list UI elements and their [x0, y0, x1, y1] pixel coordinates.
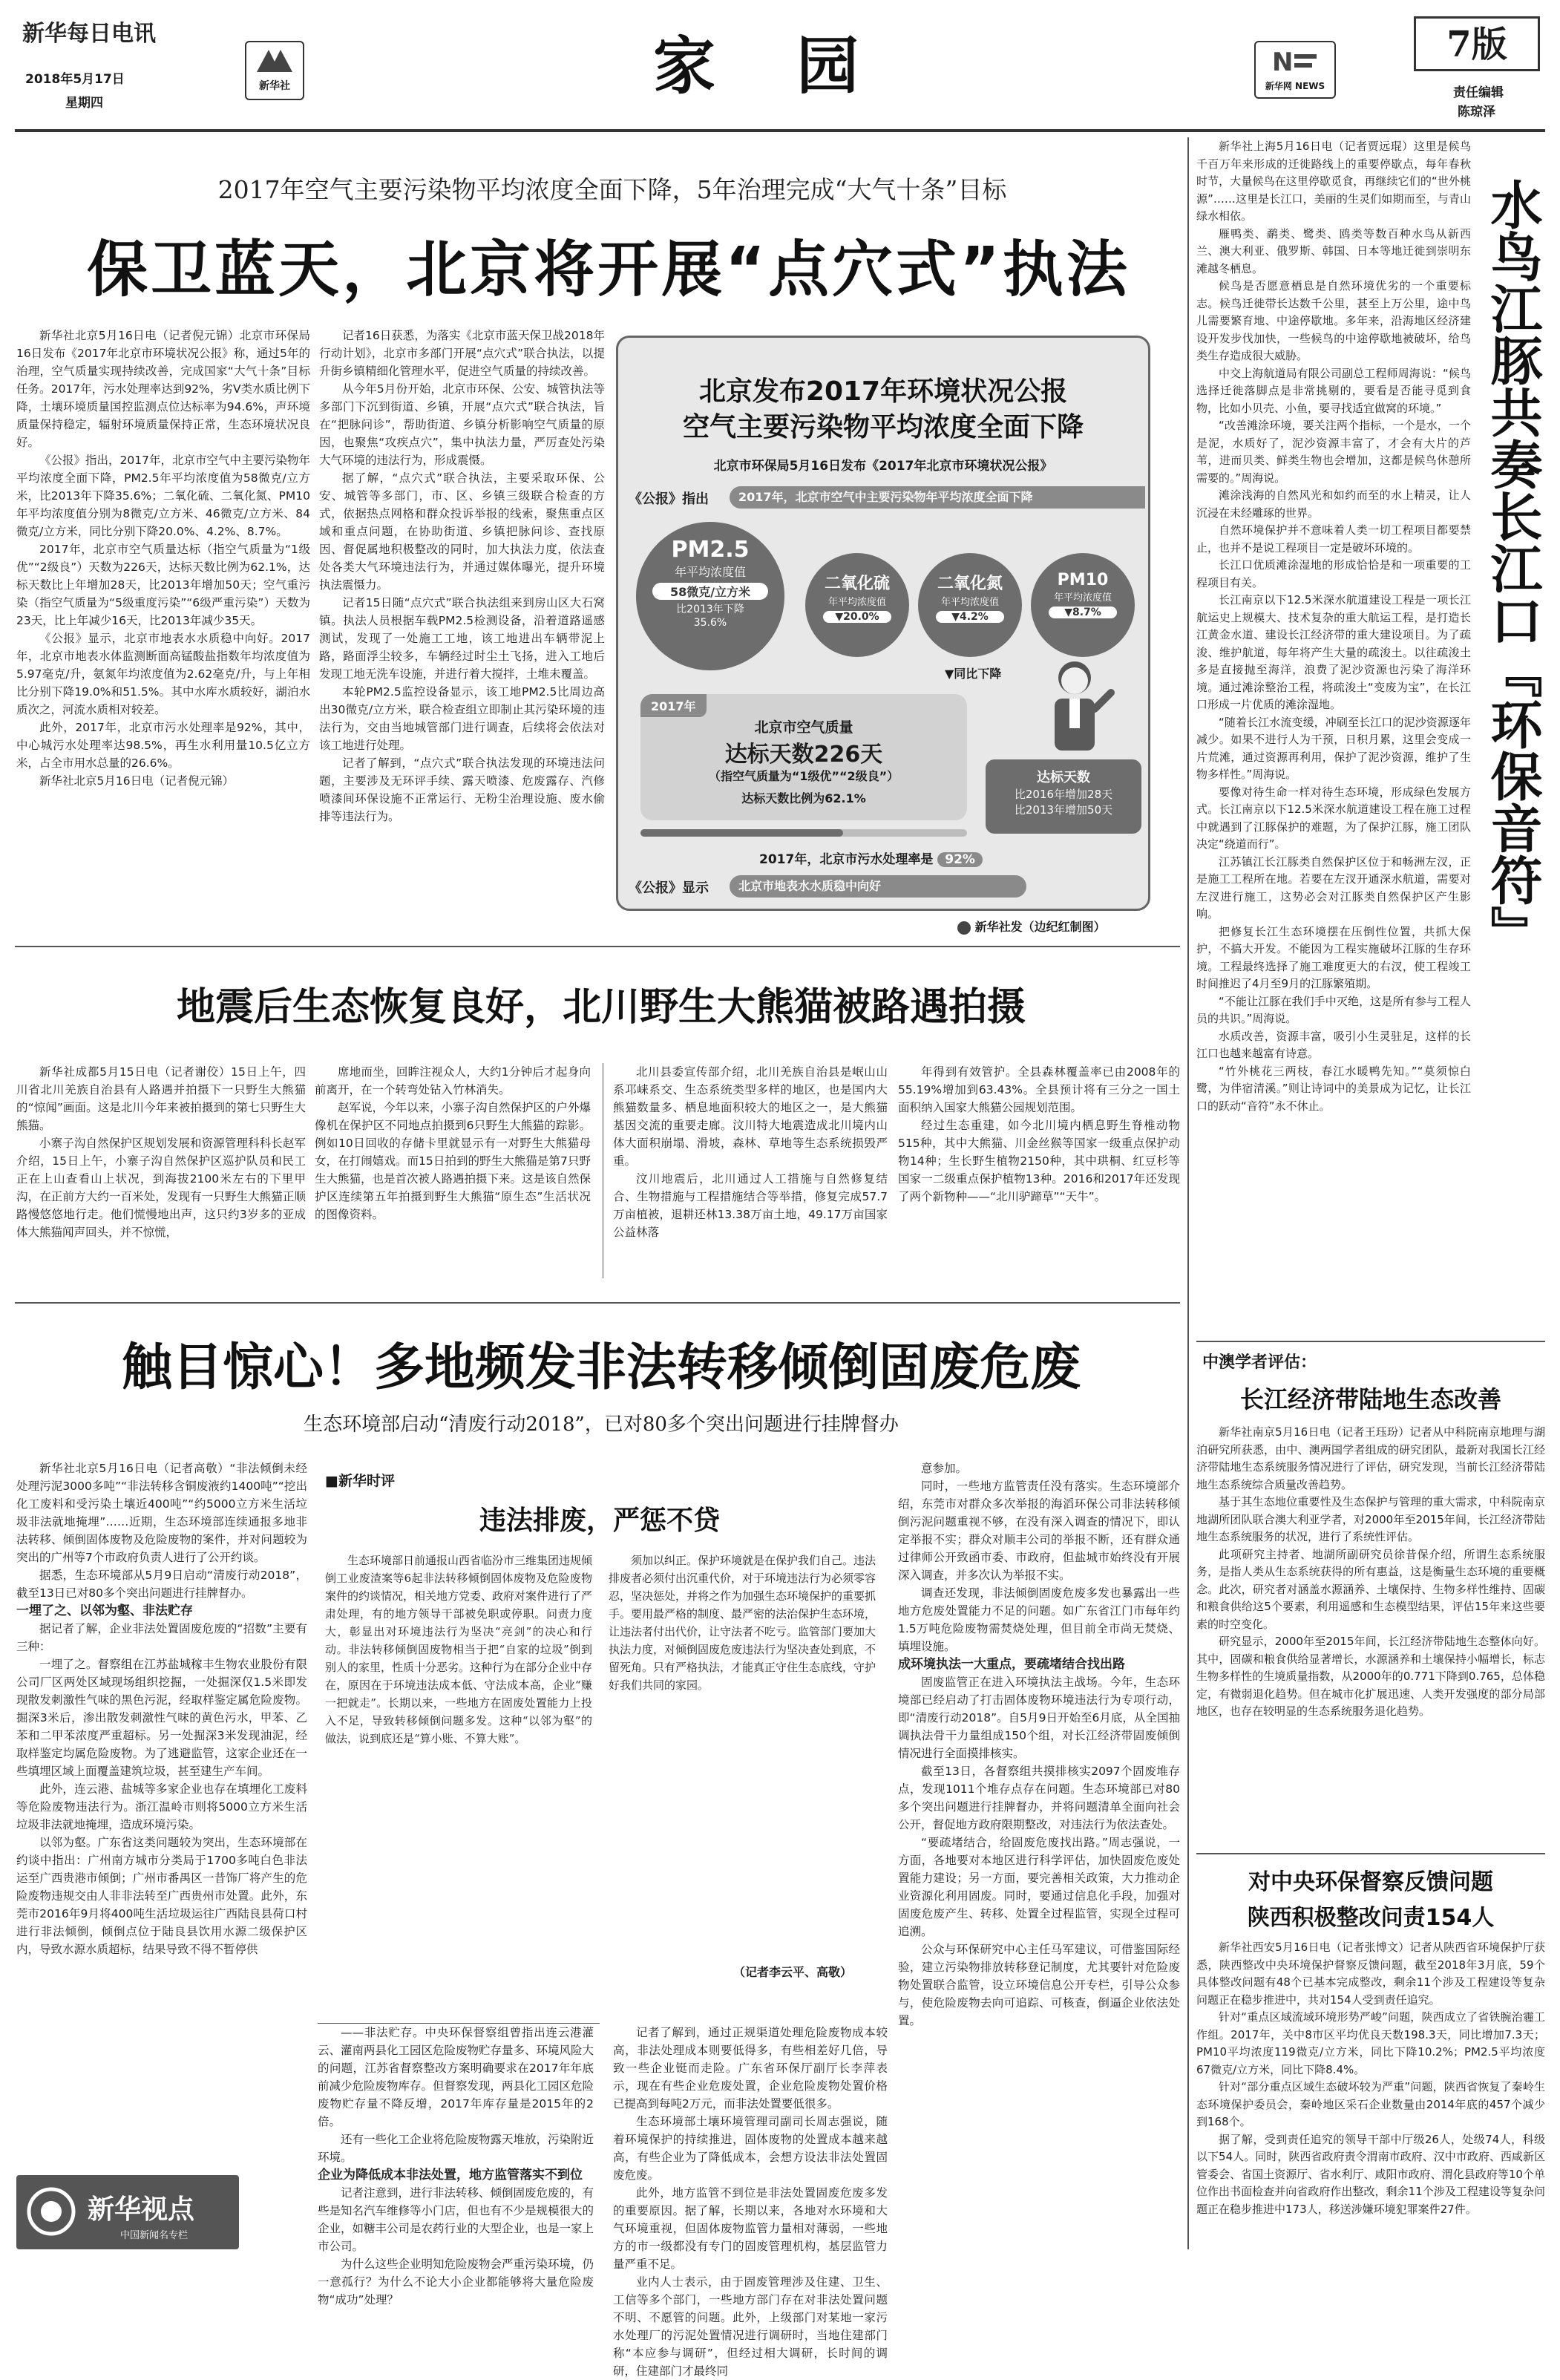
sidebar1-p: 候鸟是否愿意栖息是自然环境优劣的一个重要标志。候鸟迁徙带长达数千公里，甚至上万公里，途中鸟儿需要繁育地、中途停歇地。多年来，沿海地区经济建设开发步伐加快，一些候鸟的中途停歇地被破坏，给鸟类生存造成很大威胁。 — [1196, 279, 1471, 362]
sidebar2-p: 基于其生态地位重要性及生态保护与管理的重大需求，中科院南京地湖所团队联合澳大利亚学者，对2000年至2015年间，长江经济带陆地生态系统服务的状况，进行了系统性评估。 — [1196, 1495, 1545, 1543]
story1-p: 从今年5月份开始，北京市环保、公安、城管执法等多部门下沉到街道、乡镇，开展“点穴式”联合执法，旨在“把脉问诊”，帮助街道、乡镇分析影响空气质量的原因，也聚焦“攻疾点穴”，集中执法力量，严厉查处污染大气环境的违法行为，形成震慑。 — [319, 382, 605, 467]
commentary-col1: 生态环境部日前通报山西省临汾市三维集团违规倾倒工业废渣案等6起非法转移倾倒固体废物及危险废物案件的约谈情况，相关地方党委、政府对案件进行了严肃处理，有的地方领导干部被免职或停职。问责力度大，彰显出对环境违法行为坚决“亮剑”的决心和行动。非法转移倾倒固废物相当于把“自家的垃圾”倒到别人的家里，性质十分恶劣。这种行为在部分企业中存在，原因在于环境违法成本低、守法成本高，企业“赚一把就走”。长期以来，一些地方在固废处置能力上投入不足，导致转移倾倒问题多发。这种“以邻为壑”的做法，说到底还是“算小账、不算大账”。 — [325, 1554, 593, 1745]
infographic-bar1 — [618, 485, 1148, 510]
story1-p: 据了解，“点穴式”联合执法，主要采取环保、公安、城管等多部门，市、区、乡镇三级联合检查的方式，依据热点网格和群众投诉举报的线索，聚焦重点区域和重点问题，在协助街道、乡镇把脉问诊、查找原因、督促属地积极整改的同时，加大执法力度，依法查处各类大气环境违法行为，并通过媒体曝光，提升环境执法震慑力。 — [319, 471, 605, 592]
sidebar2-p: 研究显示，2000年至2015年间，长江经济带陆地生态整体向好。其中，固碳和粮食供给显著增长，水源涵养和土壤保持小幅增长，标志生物多样性的生境质量指数，从2000年的0.771下降到0.765，总体稳定，有微弱退化趋势。但在城市化扩展迅速、人类开发强度的部分局部地区，也存在较明显的生态系统服务退化趋势。 — [1196, 1635, 1545, 1718]
page-number: 7版 — [1446, 24, 1507, 65]
no2-sub: 年平均浓度值 — [940, 597, 999, 608]
story3-p: 据记者了解，企业非法处置固废危废的“招数”主要有三种： — [16, 1622, 307, 1653]
story2-p: 小寨子沟自然保护区规划发展和资源管理科科长赵军介绍，15日上午，小寨子沟自然保护区巡护队员和民工正在上山查看山上状况，到海拔2100米左右的下里甲沟，在正前方大约一百米处，发现有一只野生大熊猫正顺路慢悠悠地行走。他们慌慢地出声，这只约3岁多的亚成体大熊猫闻声回头，并不惊慌， — [16, 1137, 306, 1239]
bubble-l2: 比2013年增加50天 — [1014, 803, 1113, 817]
story1-p: 本轮PM2.5监控设备显示，该工地PM2.5比周边高出30微克/立方米，联合检查组立即制止其污染环境的违法行为，交由当地城管部门进行调查，后续将会依法对该工地进行处理。 — [319, 685, 605, 752]
commentary-label: ■新华时评 — [325, 1473, 395, 1489]
sidebar1-p: 新华社上海5月16日电（记者贾远琨）这里是候鸟千百万年来形成的迁徙路线上的重要停歇点，每年春秋时节，大量候鸟在这里停歇觅食，再继续它们的“世外桃源”……这里是长江口，美丽的生灵们如期而至，与青山绿水相依。 — [1196, 140, 1471, 223]
story1-p: 2017年，北京市空气质量达标（指空气质量为“1级优”“2级良”）天数为226天，达标天数比例为62.1%，达标天数比上年增加28天，比2013年增加50天；空气重污染（指空气质量为“5级重度污染”“6级严重污染”）天数为23天，比上年减少16天，比2013年减少35天。 — [16, 543, 310, 627]
infographic-title1: 北京发布2017年环境状况公报 — [698, 376, 1068, 407]
bubble-l1: 比2016年增加28天 — [1014, 788, 1113, 801]
story2-p: 赵军说，今年以来，小寨子沟自然保护区的户外爆像机在保护区不同地点拍摄到6只野生大熊猫的踪影。例如10日回收的存储卡里就显示有一对野生大熊猫母女，在打闹嬉戏。而15日拍到的野生大熊猫是第7只野生大熊猫，也是首次被人路遇拍摄下来。这是该自然保护区连续第五年拍摄到野生大熊猫“原生态”生活状况的图像资料。 — [315, 1101, 591, 1221]
sidebar1-body — [1196, 138, 1471, 1363]
so2-value: ▼20.0% — [823, 611, 891, 623]
so2-circle — [805, 553, 909, 657]
story1-p: 记者15日随“点穴式”联合执法组来到房山区大石窝镇。执法人员根据车载PM2.5检测设备，沿着道路遥感测试，发现了一处施工工地，该工地进出车辆带泥上路，路面浮尘较多，车辆经过时尘土飞扬，进入工地后发现工地无洗车设施，并进行着大搅拌，土堆未覆盖。 — [319, 596, 605, 681]
infographic-credit — [957, 918, 1106, 935]
story1-p: 《公报》指出，2017年，北京市空气中主要污染物年平均浓度全面下降，PM2.5年平均浓度值为58微克/立方米，比2013年下降35.6%；二氧化硫、二氧化氮、PM10年平均浓度值分别为8微克/立方米、46微克/立方米、84微克/立方米，同比分别下降20.0%、4.2%、8.7%。 — [16, 454, 310, 538]
sewage-line — [759, 849, 983, 867]
rule-sidebar2 — [1196, 1853, 1545, 1854]
sidebar1-p: “不能让江豚在我们手中灭绝，这是所有参与工程人员的共识。”周海说。 — [1196, 994, 1471, 1025]
pm25-compare: 比2013年下降35.6% — [676, 604, 744, 629]
rule-story1 — [15, 946, 1180, 947]
aq-progress-track — [640, 829, 967, 837]
yoy-label: ▼同比下降 — [945, 667, 1002, 681]
person-illustration-icon — [1034, 657, 1115, 753]
page-number-box — [1414, 16, 1540, 71]
story3-kicker: 生态环境部启动“清废行动2018”，已对80多个突出问题进行挂牌督办 — [304, 1413, 899, 1436]
aq-progress-fill — [640, 829, 843, 837]
story3-p: 调查还发现，非法倾倒固废危废多发也暴露出一些地方危废处置能力不足的问题。如广东省江门市每年约1.5万吨危险废物需焚烧处理，但目前全市尚无焚烧、填埋设施。 — [898, 1586, 1180, 1653]
sidebar3-headline1: 对中央环保督察反馈问题 — [1248, 1869, 1493, 1895]
sidebar2-p: 此项研究主持者、地湖所副研究员徐昔保介绍，所谓生态系统服务，是指人类从生态系统获得的所有惠益，这是衡量生态环境的重要概念。此次，研究者对涵盖水源涵养、土壤保持、生物多样性维持、固碳和粮食供给这5个要素，利用遥感和生态模型结果，评估15年来这些要素的时空变化。 — [1196, 1547, 1545, 1631]
sidebar1-p: 自然环境保护并不意味着人类一切工程项目都要禁止，也并不是说工程项目一定是破坏环境的。 — [1196, 523, 1471, 555]
commentary-box — [318, 1470, 882, 2019]
pm10-title: PM10 — [1057, 571, 1109, 589]
story3-p: 此外，地方监管不到位是非法处置固废危废多发的重要原因。据了解，长期以来，各地对水环境和大气环境重视，但固体废物监管力量相对薄弱，一些地方的市一级都没有专门的固废管理机构，基层监管力量严重不足。 — [613, 2186, 888, 2271]
sidebar3-body — [1196, 1939, 1545, 2251]
story3-p: ——非法贮存。中央环保督察组曾指出连云港灌云、灌南两县化工园区危险废物贮存量多、环境风险大的问题，江苏省督察整改方案明确要求在2017年年底前减少危险废物库存。但督察发现，两县化工园区危险废物贮存量不降反增，2017年库存量是2015年的2倍。 — [318, 2026, 594, 2128]
aq-title: 北京市空气质量 — [754, 719, 853, 736]
story3-p: 还有一些化工企业将危险废物露天堆放，污染附近环境。 — [318, 2133, 594, 2164]
story3-subhead: 企业为降低成本非法处置，地方监管落实不到位 — [318, 2168, 583, 2183]
infographic — [616, 336, 1150, 911]
sewage-text: 2017年，北京市污水处理率是 — [759, 852, 934, 867]
story3-col4 — [898, 1459, 1180, 2246]
xinhua-shidian-logo — [16, 2175, 239, 2249]
pm10-sub: 年平均浓度值 — [1053, 592, 1112, 604]
sidebar1-p: 滩涂浅海的自然风光和如约而至的水上精灵，让人沉浸在未经雕琢的世界。 — [1196, 488, 1471, 520]
story2-col3 — [613, 1063, 888, 1280]
sidebar1-headline: 水鸟江豚共奏长江口『环保音符』 — [1482, 178, 1543, 958]
xinhua-logo — [245, 41, 304, 100]
story3-p: 以邻为壑。广东省这类问题较为突出，生态环境部在约谈中指出：广州南方城市分类局于1700多吨白色非法运至广西贵港市倾倒；广州市番禺区一昔饰厂将产生的危险废物违规交由人非非法转至广西贵州市处置。此外，东莞市2016年9月将400吨生活垃圾运往广西陆良县荷口村进行非法倾倒，倾倒点位于陆良县饮用水源二级保护区内，导致水源水质超标，结果导致不得不暂停供 — [16, 1836, 307, 1956]
story1-headline: 保卫蓝天，北京将开展“点穴式”执法 — [87, 235, 1130, 305]
no2-value: ▼4.2% — [936, 611, 1004, 623]
story3-p: 记者了解到，通过正规渠道处理危险废物成本较高，非法处理成本则要低得多，有些相差好几倍，导致一些企业铤而走险。广东省环保厅副厅长李萍表示，现在有些企业危废处置，企业危险废物处置价格已提高到每吨2万元，而非法处置要低很多。 — [613, 2026, 888, 2111]
story3-p: 据悉，生态环境部从5月9日启动“清废行动2018”，截至13日已对80多个突出问题进行挂牌督办。 — [16, 1569, 307, 1600]
story2-p: 年得到有效管护。全县森林覆盖率已由2008年的55.19%增加到63.43%。全县预计将有三分之一国土面积纳入国家大熊猫公园规划范围。 — [898, 1065, 1180, 1114]
bar2-text: 北京市地表水水质稳中向好 — [730, 875, 1026, 898]
aq-def: （指空气质量为“1级优”“2级良”） — [708, 769, 899, 783]
sidebar1-p: “竹外桃花三两枝，春江水暖鸭先知。”“莫须惊白鹭，为伴宿清溪。”则让诗词中的美景成为记忆，让长江口的跃动“音符”永不休止。 — [1196, 1064, 1471, 1113]
pm25-title: PM2.5 — [671, 537, 750, 563]
story2-col4 — [898, 1063, 1180, 1280]
story1-p: 新华社北京5月16日电（记者倪元锦）北京市环保局16日发布《2017年北京市环境状况公报》称，通过5年的治理，空气质量实现持续改善，完成国家“大气十条”目标任务。2017年，污水处理率达到92%，劣V类水质比例下降，土壤环境质量国控监测点位达标率为94.6%，声环境质量保持稳定，辐射环境质量保持正常，生态环境状况良好。 — [16, 329, 310, 449]
editor-name: 陈琼泽 — [1458, 105, 1495, 120]
so2-sub: 年平均浓度值 — [827, 597, 886, 608]
sidebar1-p: 把修复长江生态环境摆在压倒性位置，共抓大保护，不搞大开发。不能因为工程实施破坏江豚的生存环境。工程最终选择了施工难度更大的右汊，使工程竣工时间推迟了4月至9月的江豚繁殖期。 — [1196, 924, 1471, 990]
sidebar-divider — [1187, 137, 1189, 2249]
credit-text: 新华社发（边纪红制图） — [974, 920, 1106, 934]
story1-p: 《公报》显示，北京市地表水水质稳中向好。2017年，北京市地表水体监测断面高锰酸盐指数年均浓度值为5.97毫克/升，氨氮年均浓度值为2.62毫克/升，与上年相比分别下降19.0%和51.5%。其中水库水质较好，湖泊水质次之，河流水质相对较差。 — [16, 632, 310, 716]
rule-sidebar1 — [1196, 1341, 1545, 1342]
story3-p: 新华社北京5月16日电（记者高敬）“非法倾倒未经处理污泥3000多吨”“非法转移含铜废液约1400吨”“挖出化工废料和受污染土壤近400吨”“约5000立方米生活垃圾非法就地掩埋”……近期，生态环境部连续通报多地非法转移、倾倒固体废物及危险废物的案件，并对问题较为突出的广州等7个市政府负责人进行了公开约谈。 — [16, 1462, 307, 1564]
story3-p: 截至13日，各督察组共摸排核实2097个固废堆存点，发现1011个堆存点存在问题。生态环境部已对80多个突出问题进行挂牌督办，并将问题清单全面向社会公开，督促地方政府限期整改，对违法行为依法查处。 — [898, 1765, 1180, 1831]
pm25-sub: 年平均浓度值 — [674, 565, 746, 579]
sidebar1-p: 江苏镇江长江豚类自然保护区位于和畅洲左汊，正是施工工程所在地。若要在左汊开通深水航道，需要对左汊进行施工，这势必会对江豚类自然保护区产生影响。 — [1196, 854, 1471, 921]
story1-p: 此外，2017年，北京市污水处理率是92%，其中，中心城污水处理率达98.5%，再生水利用量10.5亿立方米，占全市用水总量的26.6%。 — [16, 721, 310, 770]
days-bubble — [986, 759, 1141, 834]
commentary-col2: 须加以纠正。保护环境就是在保护我们自己。违法排废者必须付出沉重代价，对于环境违法行为必须零容忍，坚决惩处，并将之作为加强生态环境保护的重要抓手。要用最严格的制度、最严密的法治保护生态环境，让违法者付出代价，让守法者不吃亏。监管部门要加大执法力度，对倾倒固废危废违法行为坚决查处到底，不留死角。只有严格执法，才能真正守住生态底线，守护好我们共同的家园。 — [609, 1554, 876, 1692]
masthead-date: 2018年5月17日 — [25, 72, 125, 87]
story3-subhead: 一埋了之、以邻为壑、非法贮存 — [16, 1603, 193, 1618]
commentary-title: 违法排废，严惩不贷 — [479, 1506, 720, 1536]
sidebar3-p: 新华社西安5月16日电（记者张博文）记者从陕西省环境保护厅获悉，陕西整改中央环境保护督察反馈问题，截至2018年3月底，59个具体整改问题有48个已基本完成整改，剩余11个涉及工程建设等复杂问题正在稳步推进中，共对154人受到责任追究。 — [1196, 1941, 1545, 2007]
aq-ratio: 达标天数比例为62.1% — [741, 791, 866, 805]
sidebar2-headline: 长江经济带陆地生态改善 — [1239, 1385, 1501, 1413]
story3-p: 记者注意到，进行非法转移、倾倒固废危废的，有些是知名汽车维修等小门店，但也有不少是规模很大的企业，如糖丰公司是农药行业的大型企业，也是一家上市公司。 — [318, 2186, 594, 2253]
infographic-bar2 — [618, 874, 1148, 899]
sidebar1-p: 长江南京以下12.5米深水航道建设工程是一项长江航运史上规模大、技术复杂的重大航运工程，是打造长江黄金水道、建设长江经济带的重大建设项目。为了疏浚、维护航道，每年将产生大量的疏浚土。以往疏浚土多是直接抛至海洋，浪费了泥沙资源也污染了海洋环境。通过滩涂整治工程，将疏浚土“变废为宝”，在长江口形成一片优质的滩涂湿地。 — [1196, 593, 1471, 711]
sidebar3-p: 据了解，受到责任追究的领导干部中厅级26人，处级74人，科级以下54人。同时，陕西省政府责令渭南市政府、汉中市政府、西咸新区管委会、省国土资源厅、省水利厅、咸阳市政府、渭化县政府等10个单位作出书面检查并向省政府作出整改，剩余11个涉及工程建设等复杂问题正在稳步推进中173人，移送涉嫌环境犯罪案件27件。 — [1196, 2132, 1545, 2216]
story1-col1 — [16, 327, 310, 913]
no2-circle — [918, 553, 1022, 657]
story3-subhead: 成环境执法一大重点，要疏堵结合找出路 — [898, 1657, 1125, 1672]
sidebar1-p: 水质改善，资源丰富，吸引小生灵驻足，这样的长江口也越来越富有诗意。 — [1196, 1029, 1471, 1060]
story3-p: 业内人士表示，由于固废管理涉及住建、卫生、工信等多个部门，一些地方部门存在对非法处置问题不明、不愿管的问题。此外，上级部门对某地一家污水处理厂的污泥处置情况进行调研时，当地住建部门称“本应参与调研”，但经过相大调研，长时间的调研，住建部门才最终同 — [613, 2275, 888, 2378]
story3-p: 固废监管正在进入环境执法主战场。今年，生态环境部已经启动了打击固体废物环境违法行为专项行动，即“清废行动2018”。自5月9日开始至6月底，从全国抽调执法骨干力量组成150个组，对长江经济带固废倾倒情况进行全面摸排核实。 — [898, 1676, 1180, 1760]
story3-col3 — [613, 2024, 888, 2378]
sidebar2-label: 中澳学者评估： — [1202, 1353, 1317, 1372]
pm10-value: ▼8.7% — [1049, 607, 1117, 618]
masthead-weekday: 星期四 — [65, 96, 103, 111]
camera-icon — [957, 921, 971, 935]
bar1-left: 《公报》指出 — [629, 491, 709, 507]
story3-p: “要疏堵结合，给固废危废找出路。”周志强说，一方面，各地要对本地区进行科学评估，加快固废危废处置能力建设；另一方面，要完善相关政策，大力推动企业资源化利用固废。同时，要通过信息化手段，加强对固废危废产生、转移、处置全过程监管，实现全过程可追溯。 — [898, 1836, 1180, 1938]
story1-p: 记者了解到，“点穴式”联合执法发现的环境违法问题，主要涉及无环评手续、露天喷漆、危废露存、汽修喷漆间环保设施不正常运行、无粉尘治理设施、废水偷排等违法行为。 — [319, 756, 605, 823]
sidebar2-p: 新华社南京5月16日电（记者王珏玢）记者从中科院南京地理与湖泊研究所获悉，由中、澳两国学者组成的研究团队，最新对我国长江经济带陆地生态系统服务情况进行了评估，研究发现，当前长江经济带陆地生态系统综合质量改善趋势。 — [1196, 1425, 1545, 1491]
svg-text:N: N — [1272, 48, 1294, 77]
story3-p: 为什么这些企业明知危险废物会严重污染环境，仍一意孤行？为什么不论大小企业都能够将大量危险废物“成功”处理？ — [318, 2258, 594, 2307]
commentary-byline: （记者李云平、高敬） — [733, 1965, 853, 1979]
story3-headline: 触目惊心！多地频发非法转移倾倒固废危废 — [121, 1338, 1081, 1397]
story2-p: 经过生态重建，如今北川境内栖息野生脊椎动物515种，其中大熊猫、川金丝猴等国家一级重点保护动物14种；生长野生植物2150种，其中珙桐、红豆杉等国家一二级重点保护植物13种。2016和2017年还发现了两个新物种——“北川驴蹄草”“天牛”。 — [898, 1119, 1180, 1203]
sidebar1-p: “随着长江水流变缓，冲刷至长江口的泥沙资源逐年减少。如果不进行人为干预，日积月累，这里会变成一片荒滩，通过资源再利用，保护了泥沙资源，维护了生物多样性。”周海说。 — [1196, 715, 1471, 781]
sidebar1-p: “改善滩涂环境，要关注两个指标，一个是水，一个是泥，水质好了，泥沙资源丰富了，才会有大片的芦苇，进而贝类、鲜类生物也会增加，这都是候鸟休憩所需要的。”周海说。 — [1196, 419, 1471, 485]
story3-p: 生态环境部土壤环境管理司副司长周志强说，随着环境保护的持续推进，固体废物的处置成本越来越高，有些企业为了降低成本，会想方设法非法处置固废危废。 — [613, 2115, 888, 2182]
story2-col2 — [315, 1063, 591, 1280]
story3-p: 此外，连云港、盐城等多家企业也存在填埋化工废料等危险废物违法行为。浙江温岭市则将5000立方米生活垃圾非法就地掩埋，造成环境污染。 — [16, 1782, 307, 1831]
story3-p: 意参加。 — [921, 1462, 968, 1475]
bar2-left: 《公报》显示 — [629, 880, 709, 896]
bottom-logo-sub: 中国新闻名专栏 — [120, 2230, 189, 2241]
story1-col2 — [319, 327, 605, 913]
story3-p: 公众与环保研究中心主任马军建议，可借鉴国际经验，建立污染物排放转移登记制度，尤其要针对危险废物处置联合监管，设立环境信息公开专栏，引导公众参与，使危险废物去向可追踪、可核查，倒逼企业依法处置。 — [898, 1943, 1180, 2027]
infographic-title2: 空气主要污染物平均浓度全面下降 — [682, 412, 1084, 442]
section-title: 家 园 — [653, 29, 889, 102]
story2-p: 新华社成都5月15日电（记者谢佼）15日上午，四川省北川羌族自治县有人路遇并拍摄下一只野生大熊猫的“惊闻”画面。这是北川今年来被拍摄到的第七只野生大熊猫。 — [16, 1065, 306, 1132]
story1-kicker: 2017年空气主要污染物平均浓度全面下降，5年治理完成“大气十条”目标 — [217, 175, 1007, 204]
aq-days: 达标天数226天 — [724, 742, 883, 768]
sidebar1-p: 要像对待生命一样对待生态环境，形成绿色发展方式。长江南京以下12.5米深水航道建设工程在施工过程中就遇到了江豚保护的难题，为了保护江豚，施工团队决定“绕道而行”。 — [1196, 785, 1471, 851]
year-tag: 2017年 — [640, 694, 707, 717]
bubble-title: 达标天数 — [1037, 770, 1090, 785]
infographic-source: 北京市环保局5月16日发布《2017年北京市环境状况公报》 — [713, 459, 1053, 474]
sidebar1-p: 中交上海航道局有限公司副总工程师周海说：“候鸟选择迁徙落脚点是非常挑剔的，要看是否能寻觅到食物，比如小贝壳、小鱼，要寻找适宜做窝的环境。” — [1196, 366, 1471, 415]
story3-p: 同时，一些地方监管责任没有落实。生态环境部介绍，东莞市对群众多次举报的海滔环保公司非法转移倾倒污泥问题重视不够，在没有深入调查的情况下，即认定举报不实；群众对顺丰公司的举报不断，还有群众通过律师公开致函市委、市政府，但盐城市始终没有开展深入调查，并多次认为举报不实。 — [898, 1480, 1180, 1582]
news-logo-text: 新华网 NEWS — [1265, 81, 1325, 91]
masthead — [0, 0, 1560, 148]
news-logo — [1254, 41, 1336, 99]
sidebar3-p: 针对“部分重点区域生态破坏较为严重”问题，陕西省恢复了秦岭生态环境保护委员会，秦岭地区采石企业数量由2014年底的457个减少到168个。 — [1196, 2080, 1545, 2128]
story2-col1 — [16, 1063, 306, 1280]
story2-headline: 地震后生态恢复良好，北川野生大熊猫被路遇拍摄 — [176, 985, 1026, 1030]
camera-lens-icon — [25, 2186, 77, 2237]
story2-p: 汶川地震后，北川通过人工措施与自然修复结合、生物措施与工程措施结合等举措，修复完成57.7万亩植被，退耕还林13.38万亩土地，49.17万亩国家公益林落 — [613, 1172, 888, 1239]
sidebar1-p: 雁鸭类、鹬类、鹭类、鸥类等数百种水鸟从新西兰、澳大利亚、俄罗斯、韩国、日本等地迁徙到崇明东滩越冬栖息。 — [1196, 226, 1471, 275]
no2-title: 二氧化氮 — [937, 575, 1003, 593]
pm10-circle — [1031, 553, 1135, 657]
paper-name: 新华每日电讯 — [22, 21, 156, 47]
so2-title: 二氧化硫 — [824, 575, 890, 593]
masthead-rule — [15, 129, 1545, 132]
pm25-value: 58微克/立方米 — [652, 583, 768, 600]
news-logo-icon — [1269, 47, 1321, 76]
sidebar3-p: 针对“重点区域流域环境形势严峻”问题，陕西成立了省铁腕治霾工作组。2017年，关中8市区平均优良天数198.3天，同比增加7.3天；PM10平均浓度119微克/立方米，同比下降10.2%；PM2.5平均浓度67微克/立方米，同比下降8.4%。 — [1196, 2010, 1545, 2076]
aq-panel — [640, 694, 967, 820]
xinhua-logo-text: 新华社 — [259, 80, 290, 92]
xinhua-emblem-icon — [254, 45, 295, 75]
editor-label: 责任编辑 — [1453, 85, 1504, 100]
bottom-logo-text: 新华视点 — [88, 2194, 195, 2225]
sewage-value: 92% — [937, 852, 983, 867]
story1-p: 记者16日获悉，为落实《北京市蓝天保卫战2018年行动计划》，北京市多部门开展“点穴式”联合执法，以提升街乡镇精细化管理水平，促进空气质量的持续改善。 — [319, 329, 605, 378]
sidebar3-headline2: 陕西积极整改问责154人 — [1247, 1905, 1495, 1931]
story2-p: 席地而坐，回眸注视众人，大约1分钟后才起身向前离开，在一个转弯处钻入竹林消失。 — [315, 1065, 591, 1096]
sidebar2-body — [1196, 1424, 1545, 1848]
story3-col2b — [318, 2024, 594, 2307]
story1-p: 新华社北京5月16日电（记者倪元锦） — [39, 774, 235, 788]
story2-p: 北川县委宣传部介绍，北川羌族自治县是岷山山系邛崃系交、生态系统类型多样的地区，也是国内大熊猫数量多、栖息地面积较大的地区之一，是大熊猫基因交流的重要走廊。汶川特大地震造成北川境内山体大面积崩塌、滑坡，森林、草地等生态系统损毁严重。 — [613, 1065, 888, 1168]
sidebar1-p: 长江口优质滩涂湿地的形成恰恰是和一项重要的工程项目有关。 — [1196, 558, 1471, 589]
bar1-text: 2017年，北京市空气中主要污染物年平均浓度全面下降 — [730, 486, 1145, 509]
story3-p: 一埋了之。督察组在江苏盐城稼丰生物农业股份有限公司厂区两处区域现场组织挖掘，一处掘深仅1.5米即发现散发刺激性气味的黑色污泥，经取样鉴定属危险废物。掘深3米后，渗出散发刺激性气味的黄色污水，甲苯、乙苯和二甲苯浓度严重超标。另一处掘深3米发现油泥，经取样鉴定均属危险废物。为了逃避监管，这家企业还在一些填埋区域上面覆盖建筑垃圾，甚至建生产车间。 — [16, 1658, 307, 1778]
story3-col1 — [16, 1459, 307, 2246]
pm25-circle — [636, 522, 784, 670]
rule-story2 — [15, 1302, 1180, 1304]
